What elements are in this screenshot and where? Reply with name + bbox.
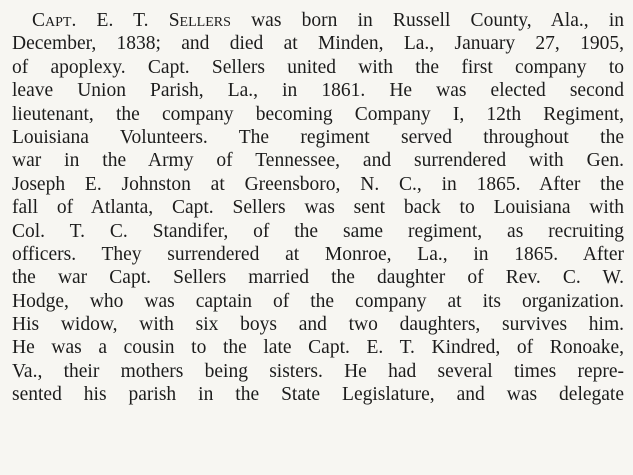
text-line-2: December, 1838; and died at Minden, La., January 27, 1905, [12, 33, 624, 55]
article-text-block [12, 9, 624, 407]
text-line-5: lieutenant, the company becoming Company I, 12th Regiment, [12, 103, 624, 125]
text-line-15: He was a cousin to the late Capt. E. T. Kindred, of Ronoake, [12, 337, 624, 359]
text-line-4: leave Union Parish, La., in 1861. He was elected second [12, 80, 624, 102]
text-line-10: Col. T. C. Standifer, of the same regiment, as recruiting [12, 220, 624, 242]
text-line-11: officers. They surrendered at Monroe, La., in 1865. After [12, 243, 624, 265]
text-line-3: of apoplexy. Capt. Sellers united with the first company to [12, 56, 624, 78]
text-line-16: Va., their mothers being sisters. He had several times repre- [12, 360, 624, 382]
text-line-8: Joseph E. Johnston at Greensboro, N. C., in 1865. After the [12, 173, 624, 195]
text-line-17: sented his parish in the State Legislature, and was delegate [12, 384, 624, 406]
text-line-9: fall of Atlanta, Capt. Sellers was sent back to Louisiana with [12, 197, 624, 219]
text-line-14: His widow, with six boys and two daughters, survives him. [12, 314, 624, 336]
text-line-1-rest: was born in Russell County, Ala., in [230, 10, 624, 31]
text-line-7: war in the Army of Tennessee, and surrendered with Gen. [12, 150, 624, 172]
text-line-1 [12, 9, 624, 32]
text-line-13: Hodge, who was captain of the company at its organization. [12, 290, 624, 312]
text-line-6: Louisiana Volunteers. The regiment served throughout the [12, 126, 624, 148]
subject-name: Capt. E. T. Sellers [32, 10, 231, 31]
text-line-12: the war Capt. Sellers married the daughter of Rev. C. W. [12, 267, 624, 289]
